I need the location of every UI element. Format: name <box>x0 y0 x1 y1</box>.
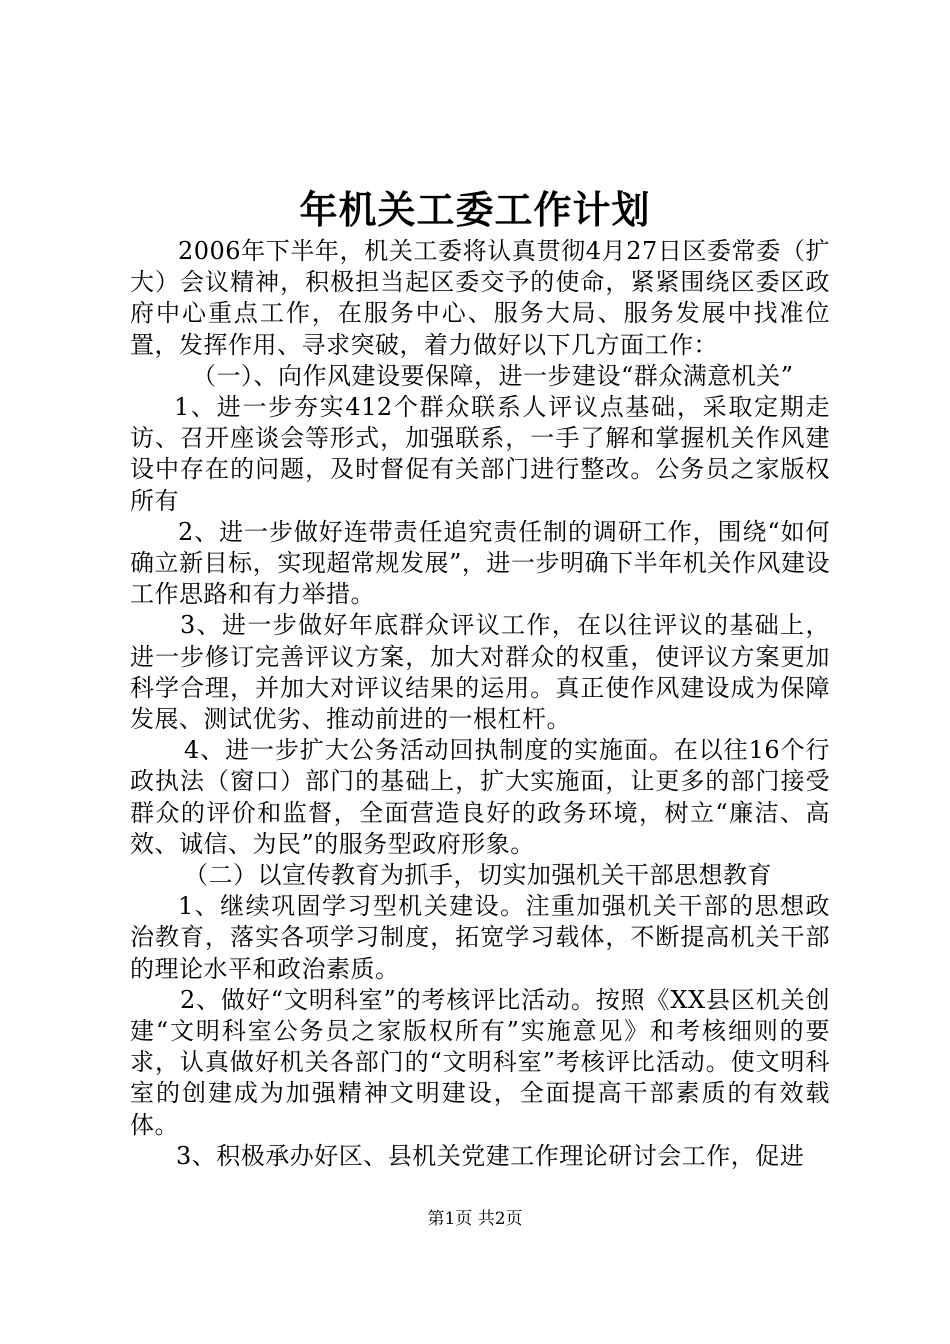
paragraph-1-4: 4、进一步扩大公务活动回执制度的实施面。在以往16个行政执法（窗口）部门的基础上，扩大实施面，让更多的部门接受群众的评价和监督，全面营造良好的政务环境，树立“廉洁、高效、诚信、为民”的服务型政府形象。 <box>130 736 830 858</box>
page-footer: 第1页 共2页 <box>427 1209 523 1229</box>
paragraph-2-3: 3、积极承办好区、县机关党建工作理论研讨会工作，促进 <box>176 1141 805 1170</box>
paragraph-1-1: 1、进一步夯实412个群众联系人评议点基础，采取定期走访、召开座谈会等形式，加强联系，一手了解和掌握机关作风建设中存在的问题，及时督促有关部门进行整改。公务员之家版权所有 <box>130 393 830 515</box>
section-heading-1: （一）、向作风建设要保障，进一步建设“群众满意机关” <box>192 361 794 390</box>
section-heading-2: （二）以宣传教育为抓手，切实加强机关干部思想教育 <box>184 861 772 890</box>
intro-paragraph: 2006年下半年，机关工委将认真贯彻4月27日区委常委（扩大）会议精神，积极担当起区委交予的使命，紧紧围绕区委区政府中心重点工作，在服务中心、服务大局、服务发展中找准位置，发挥作用、寻求突破，着力做好以下几方面工作： <box>130 237 830 359</box>
paragraph-2-2: 2、做好“文明科室”的考核评比活动。按照《XX县区机关创建“文明科室公务员之家版权所有”实施意见》和考核细则的要求，认真做好机关各部门的“文明科室”考核评比活动。使文明科室的创建成为加强精神文明建设，全面提高干部素质的有效载体。 <box>130 985 830 1139</box>
document-title: 年机关工委工作计划 <box>299 187 651 232</box>
paragraph-1-3: 3、进一步做好年底群众评议工作，在以往评议的基础上，进一步修订完善评议方案，加大对群众的权重，使评议方案更加科学合理，并加大对评议结果的运用。真正使作风建设成为保障发展、测试优劣、推动前进的一根杠杆。 <box>130 611 830 734</box>
paragraph-2-1: 1、继续巩固学习型机关建设。注重加强机关干部的思想政治教育，落实各项学习制度，拓宽学习载体，不断提高机关干部的理论水平和政治素质。 <box>130 892 830 983</box>
paragraph-1-2: 2、进一步做好连带责任追究责任制的调研工作，围绕“如何确立新目标，实现超常规发展”，进一步明确下半年机关作风建设工作思路和有力举措。 <box>130 517 830 609</box>
document-body <box>130 236 830 1172</box>
